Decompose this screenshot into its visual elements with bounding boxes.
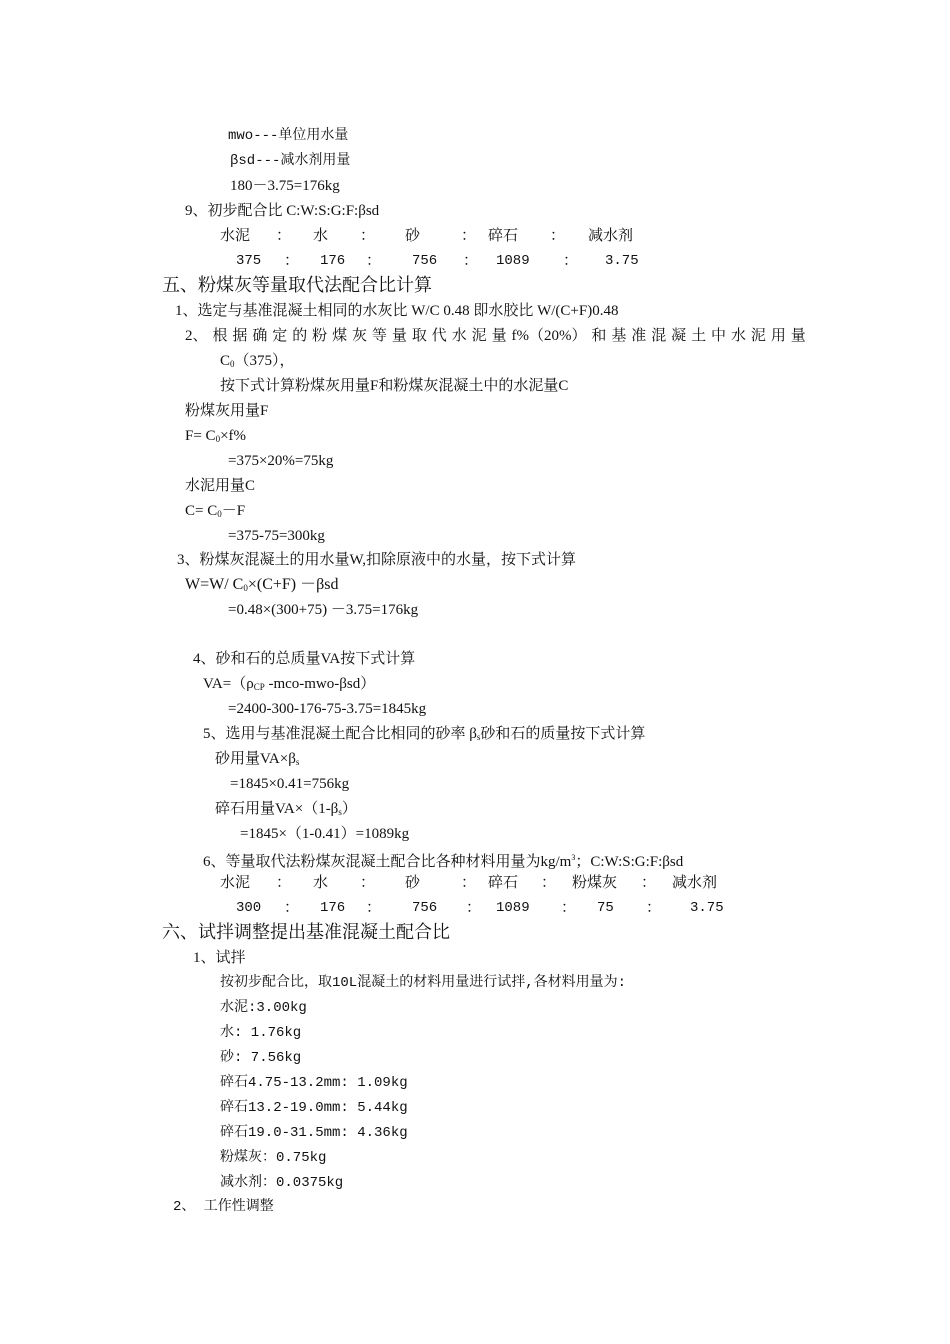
subscript: s xyxy=(476,732,481,742)
formula: =1845×（1-0.41）=1089kg xyxy=(240,826,410,842)
material-item: 砂: 7.56kg xyxy=(220,1050,302,1066)
subscript: s xyxy=(338,807,342,817)
subscript: s xyxy=(295,757,300,767)
material-item: 碎石4.75-13.2mm: 1.09kg xyxy=(220,1075,408,1091)
text: －F xyxy=(221,503,246,519)
table-cell: ： xyxy=(284,900,300,916)
text: （375）， xyxy=(234,353,295,369)
table-cell: 砂 xyxy=(405,875,421,891)
list-item: 3、粉煤灰混凝土的用水量W,扣除原液中的水量，按下式计算 xyxy=(177,552,577,568)
text: F= C xyxy=(185,428,216,444)
text-line: βsd---减水剂用量 xyxy=(230,153,351,169)
formula xyxy=(185,426,246,449)
formula xyxy=(185,575,339,598)
table-cell: ： xyxy=(563,253,579,269)
table-cell: 75 xyxy=(597,900,614,916)
subscript: 0 xyxy=(215,434,221,444)
text-segment: 基 xyxy=(611,328,627,344)
text-segment: 的 xyxy=(292,328,308,344)
table-cell: 水 xyxy=(313,228,329,244)
text-segment: f%（20%） xyxy=(511,328,587,344)
material-item: 水: 1.76kg xyxy=(220,1025,302,1041)
material-item: 减水剂：0.0375kg xyxy=(220,1175,344,1191)
table-cell: 水泥 xyxy=(220,875,251,891)
table-cell: 砂 xyxy=(405,228,421,244)
formula xyxy=(215,749,299,772)
text: 砂和石的质量按下式计算 xyxy=(480,726,646,742)
section-heading: 六、试拌调整提出基准混凝土配合比 xyxy=(162,922,450,942)
table-cell: ： xyxy=(541,875,557,891)
text-line: 水泥用量C xyxy=(185,478,256,494)
text: VA=（ρ xyxy=(203,676,254,692)
table-cell: ： xyxy=(641,875,657,891)
formula xyxy=(185,501,245,524)
table-cell: 减水剂 xyxy=(672,875,718,891)
subscript: CP xyxy=(253,682,265,692)
table-cell: ： xyxy=(366,253,382,269)
text-segment: 中 xyxy=(711,328,727,344)
text-segment: 定 xyxy=(272,328,288,344)
text: 5、选用与基准混凝土配合比相同的砂率 β xyxy=(203,726,477,742)
formula: =375×20%=75kg xyxy=(228,453,334,469)
text-segment: 粉 xyxy=(312,328,328,344)
text-segment: 混 xyxy=(651,328,667,344)
text-segment: 水 xyxy=(730,328,746,344)
formula xyxy=(215,799,357,822)
list-item: 4、砂和石的总质量VA按下式计算 xyxy=(193,651,416,667)
table-cell: 756 xyxy=(412,253,438,269)
material-item: 碎石19.0-31.5mm: 4.36kg xyxy=(220,1125,408,1141)
text-segment: 凝 xyxy=(671,328,687,344)
table-cell: 碎石 xyxy=(488,228,519,244)
text: C= C xyxy=(185,503,218,519)
table-cell: 水 xyxy=(313,875,329,891)
text-segment: 2、 xyxy=(185,328,208,344)
text-segment: 根 xyxy=(212,328,228,344)
table-cell: ： xyxy=(461,228,477,244)
table-cell: ： xyxy=(561,900,577,916)
text: C xyxy=(220,353,231,369)
table-cell: 1089 xyxy=(496,900,530,916)
text-line: 按下式计算粉煤灰用量F和粉煤灰混凝土中的水泥量C xyxy=(220,378,569,394)
text: -mco-mwo-βsd） xyxy=(264,676,376,692)
table-cell: 176 xyxy=(320,900,346,916)
text: ；C:W:S:G:F:βsd xyxy=(575,854,684,870)
text-segment: 煤 xyxy=(332,328,348,344)
text: ×f% xyxy=(220,428,247,444)
text-segment: 量 xyxy=(790,328,806,344)
text: 砂用量VA×β xyxy=(215,751,296,767)
list-item: 1、试拌 xyxy=(193,950,246,966)
table-cell: 300 xyxy=(236,900,262,916)
material-item: 水泥:3.00kg xyxy=(220,1000,307,1016)
table-cell: ： xyxy=(550,228,566,244)
table-cell: 碎石 xyxy=(488,875,519,891)
text-segment: 等 xyxy=(371,328,387,344)
text-segment: 准 xyxy=(631,328,647,344)
text-segment: 水 xyxy=(451,328,467,344)
list-item xyxy=(185,326,806,346)
table-cell: 176 xyxy=(320,253,346,269)
table-cell: 756 xyxy=(412,900,438,916)
table-cell: 1089 xyxy=(496,253,530,269)
text-line: 按初步配合比，取10L混凝土的材料用量进行试拌,各材料用量为: xyxy=(220,975,627,991)
table-cell: 3.75 xyxy=(605,253,639,269)
table-cell: 水泥 xyxy=(220,228,251,244)
text-line: mwo---单位用水量 xyxy=(228,128,349,144)
text-segment: 土 xyxy=(691,328,707,344)
material-item: 碎石13.2-19.0mm: 5.44kg xyxy=(220,1100,408,1116)
text: ×(C+F) －βsd xyxy=(247,576,339,593)
text-segment: 泥 xyxy=(750,328,766,344)
text: 6、等量取代法粉煤灰混凝土配合比各种材料用量为kg/m xyxy=(203,854,572,870)
material-item: 粉煤灰：0.75kg xyxy=(220,1150,327,1166)
table-cell: ： xyxy=(463,253,479,269)
list-item: 2、 工作性调整 xyxy=(173,1199,274,1215)
formula: =2400-300-176-75-3.75=1845kg xyxy=(228,701,427,717)
table-cell: 3.75 xyxy=(690,900,724,916)
formula: =0.48×(300+75) －3.75=176kg xyxy=(228,602,419,618)
formula: =1845×0.41=756kg xyxy=(230,776,350,792)
list-item: 1、选定与基准混凝土相同的水灰比 W/C 0.48 即水胶比 W/(C+F)0.48 xyxy=(175,303,619,319)
table-cell: ： xyxy=(360,228,376,244)
text-segment: 泥 xyxy=(471,328,487,344)
text-segment: 和 xyxy=(591,328,607,344)
table-cell: ： xyxy=(276,875,292,891)
table-cell: 减水剂 xyxy=(588,228,634,244)
section-heading: 五、粉煤灰等量取代法配合比计算 xyxy=(162,275,432,295)
text-segment: 取 xyxy=(411,328,427,344)
subscript: 0 xyxy=(243,583,248,593)
text-segment: 代 xyxy=(431,328,447,344)
table-cell: ： xyxy=(366,900,382,916)
list-item xyxy=(203,848,683,872)
table-cell: ： xyxy=(360,875,376,891)
text-segment: 用 xyxy=(770,328,786,344)
list-item xyxy=(203,724,645,747)
text: 碎石用量VA×（1-β xyxy=(215,801,339,817)
table-cell: 粉煤灰 xyxy=(572,875,618,891)
text-segment: 确 xyxy=(252,328,268,344)
table-cell: ： xyxy=(646,900,662,916)
text-segment: 灰 xyxy=(352,328,368,344)
superscript: 3 xyxy=(571,853,576,862)
text-segment: 量 xyxy=(491,328,507,344)
text-line: 粉煤灰用量F xyxy=(185,403,269,419)
text-segment: 量 xyxy=(391,328,407,344)
text-segment: 据 xyxy=(232,328,248,344)
formula: =375-75=300kg xyxy=(228,528,325,544)
table-cell: 375 xyxy=(236,253,262,269)
formula xyxy=(203,674,375,697)
subscript: 0 xyxy=(217,509,222,519)
table-cell: ： xyxy=(461,875,477,891)
text-line: 180－3.75=176kg xyxy=(230,178,340,194)
table-cell: ： xyxy=(466,900,482,916)
list-item-heading: 9、初步配合比 C:W:S:G:F:βsd xyxy=(185,203,380,219)
text: ） xyxy=(341,801,357,817)
text-line xyxy=(220,351,295,374)
subscript: 0 xyxy=(230,359,235,369)
text: W=W/ C xyxy=(185,576,244,593)
table-cell: ： xyxy=(284,253,300,269)
table-cell: ： xyxy=(276,228,292,244)
